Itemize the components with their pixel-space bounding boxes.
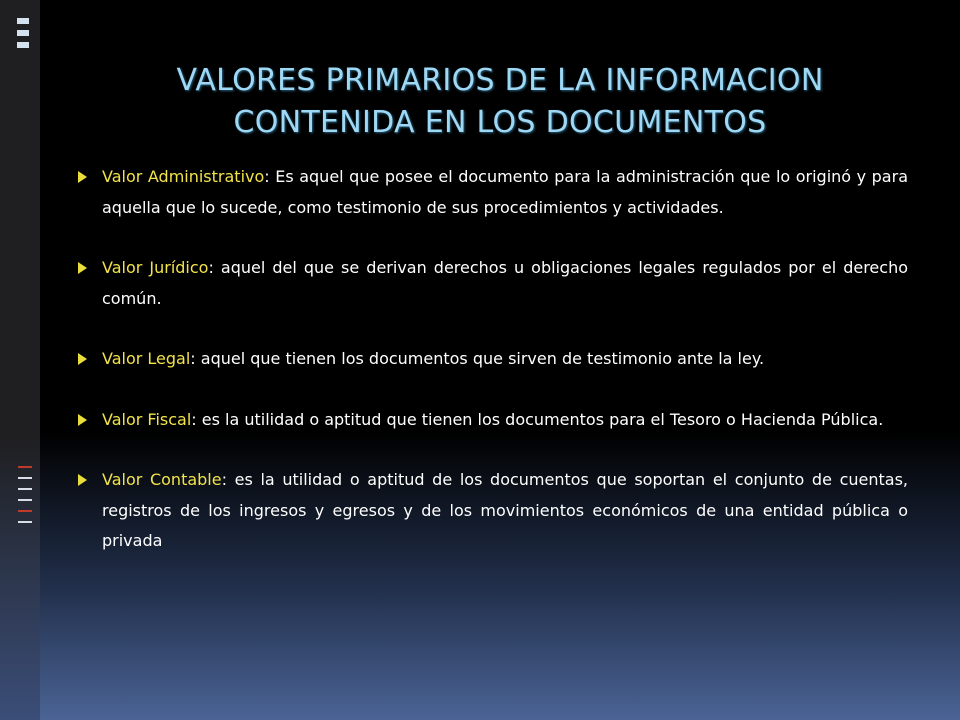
decor-line: [18, 510, 32, 512]
title-line-2: CONTENIDA EN LOS DOCUMENTOS: [233, 105, 767, 140]
item-label: Valor Fiscal: [102, 409, 192, 429]
list-item-fiscal: [78, 405, 908, 436]
item-label: Valor Legal: [102, 349, 191, 368]
decor-square: [17, 30, 29, 36]
bullet-arrow-icon: [78, 414, 87, 426]
bullet-arrow-icon: [78, 474, 87, 486]
bullet-arrow-icon: [78, 262, 87, 274]
slide-title: [100, 60, 900, 144]
title-line-1: VALORES PRIMARIOS DE LA INFORMACION: [176, 63, 824, 98]
decor-line: [18, 499, 32, 501]
item-text: : es la utilidad o aptitud de los documentos que soportan el conjunto de cuentas, registros de los ingresos y egresos y de los movimientos económicos de una entidad pública o privada: [102, 470, 908, 550]
decor-square: [17, 18, 29, 24]
left-sidebar-gradient: [0, 440, 40, 720]
item-text: : aquel del que se derivan derechos u obligaciones legales regulados por el derecho común.: [102, 258, 908, 308]
item-label: Valor Jurídico: [102, 258, 209, 277]
decor-line: [18, 466, 32, 468]
bullet-arrow-icon: [78, 353, 87, 365]
item-text: : aquel que tienen los documentos que sirven de testimonio ante la ley.: [190, 349, 765, 368]
bullet-arrow-icon: [78, 171, 87, 183]
item-label: Valor Administrativo: [102, 167, 265, 186]
item-label: Valor Contable: [102, 470, 222, 489]
item-text: : es la utilidad o aptitud que tienen los documentos para el Tesoro o Hacienda Pública.: [191, 409, 884, 429]
list-item-legal: [78, 344, 908, 375]
decor-line: [18, 477, 32, 479]
list-item-administrativo: [78, 162, 908, 223]
bullet-list: [78, 162, 908, 587]
decor-square: [17, 42, 29, 48]
list-item-contable: [78, 465, 908, 557]
item-text: : Es aquel que posee el documento para la administración que lo originó y para aquella que lo sucede, como testimonio de sus procedimientos y actividades.: [102, 167, 908, 217]
list-item-juridico: [78, 253, 908, 314]
decor-line: [18, 521, 32, 523]
decor-line: [18, 488, 32, 490]
